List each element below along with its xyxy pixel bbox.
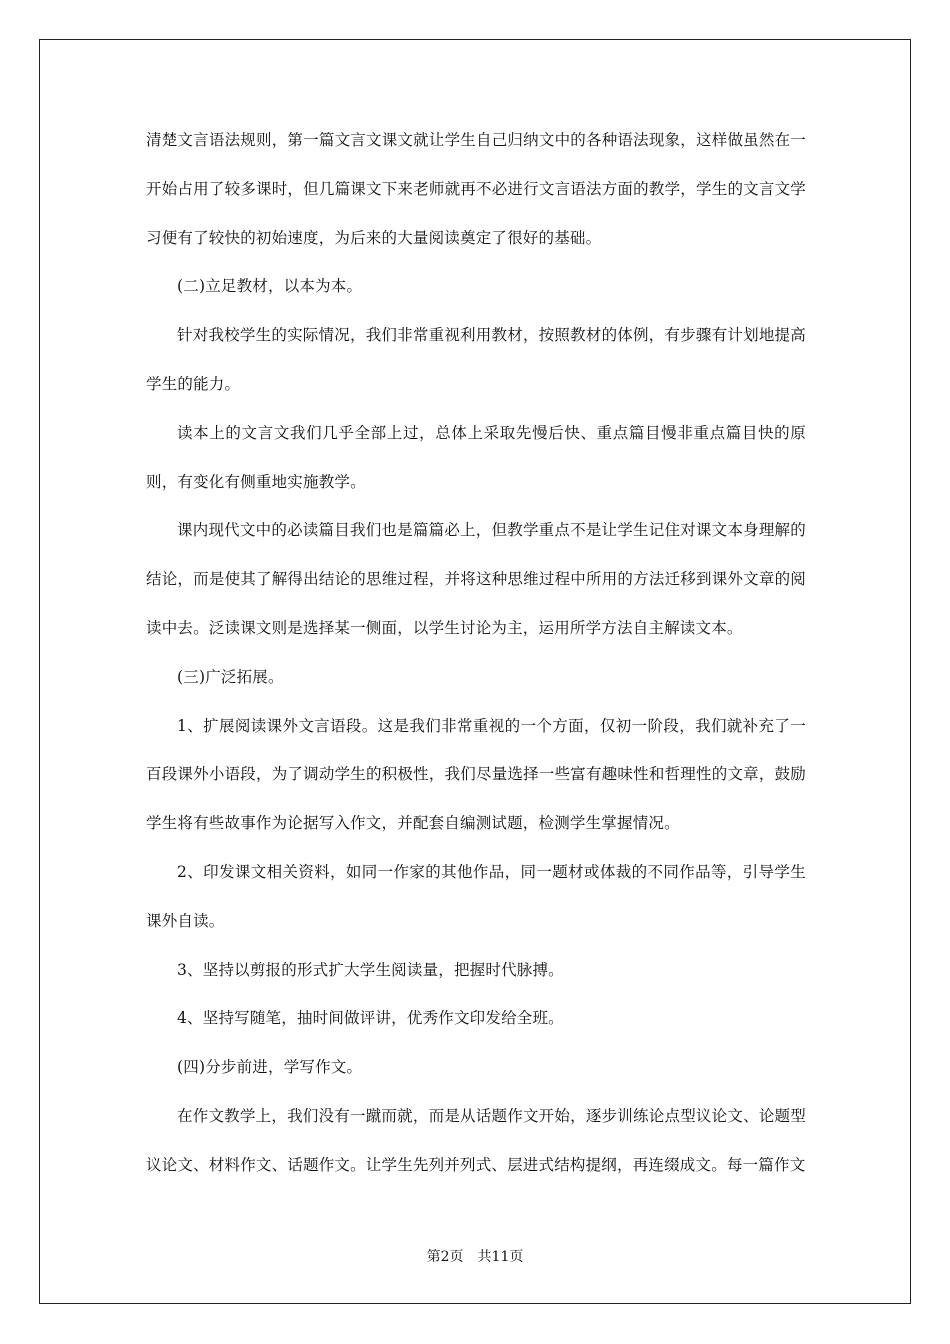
paragraph-2-heading: (二)立足教材，以本为本。 (177, 277, 363, 296)
paragraph-1: 清楚文言语法规则，第一篇文言文课文就让学生自己归纳文中的各种语法现象，这样做虽然在一开始占用了较多课时，但几篇课文下来老师就再不必进行文言语法方面的教学，学生的文言文学习便有了较快的初始速度，为后来的大量阅读奠定了很好的基础。 (146, 131, 806, 247)
paragraph-6-heading: (三)广泛拓展。 (177, 667, 284, 686)
paragraph-12: 在作文教学上，我们没有一蹴而就，而是从话题作文开始，逐步训练论点型议论文、论题型议论文、材料作文、话题作文。让学生先列并列式、层进式结构提纲，再连缀成文。每一篇作文 (146, 1106, 806, 1174)
paragraph-5: 课内现代文中的必读篇目我们也是篇篇必上，但教学重点不是让学生记住对课文本身理解的结论，而是使其了解得出结论的思维过程，并将这种思维过程中所用的方法迁移到课外文章的阅读中去。泛读课文则是选择某一侧面，以学生讨论为主，运用所学方法自主解读文本。 (146, 521, 806, 637)
page-number-footer: 第2页 共11页 (426, 1249, 524, 1265)
paragraph-4: 读本上的文言文我们几乎全部上过，总体上采取先慢后快、重点篇目慢非重点篇目快的原则，有变化有侧重地实施教学。 (146, 423, 806, 491)
paragraph-10: 4、坚持写随笔，抽时间做评讲，优秀作文印发给全班。 (177, 1009, 564, 1028)
paragraph-3: 针对我校学生的实际情况，我们非常重视利用教材，按照教材的体例，有步骤有计划地提高学生的能力。 (146, 326, 806, 393)
document-body (146, 116, 806, 1190)
paragraph-9: 3、坚持以剪报的形式扩大学生阅读量，把握时代脉搏。 (177, 960, 564, 979)
paragraph-7: 1、扩展阅读课外文言语段。这是我们非常重视的一个方面，仅初一阶段，我们就补充了一百段课外小语段，为了调动学生的积极性，我们尽量选择一些富有趣味性和哲理性的文章，鼓励学生将有些故事作为论据写入作文，并配套自编测试题，检测学生掌握情况。 (146, 716, 806, 833)
paragraph-8: 2、印发课文相关资料，如同一作家的其他作品，同一题材或体裁的不同作品等，引导学生课外自读。 (146, 862, 806, 930)
paragraph-11-heading: (四)分步前进，学写作文。 (177, 1058, 363, 1077)
